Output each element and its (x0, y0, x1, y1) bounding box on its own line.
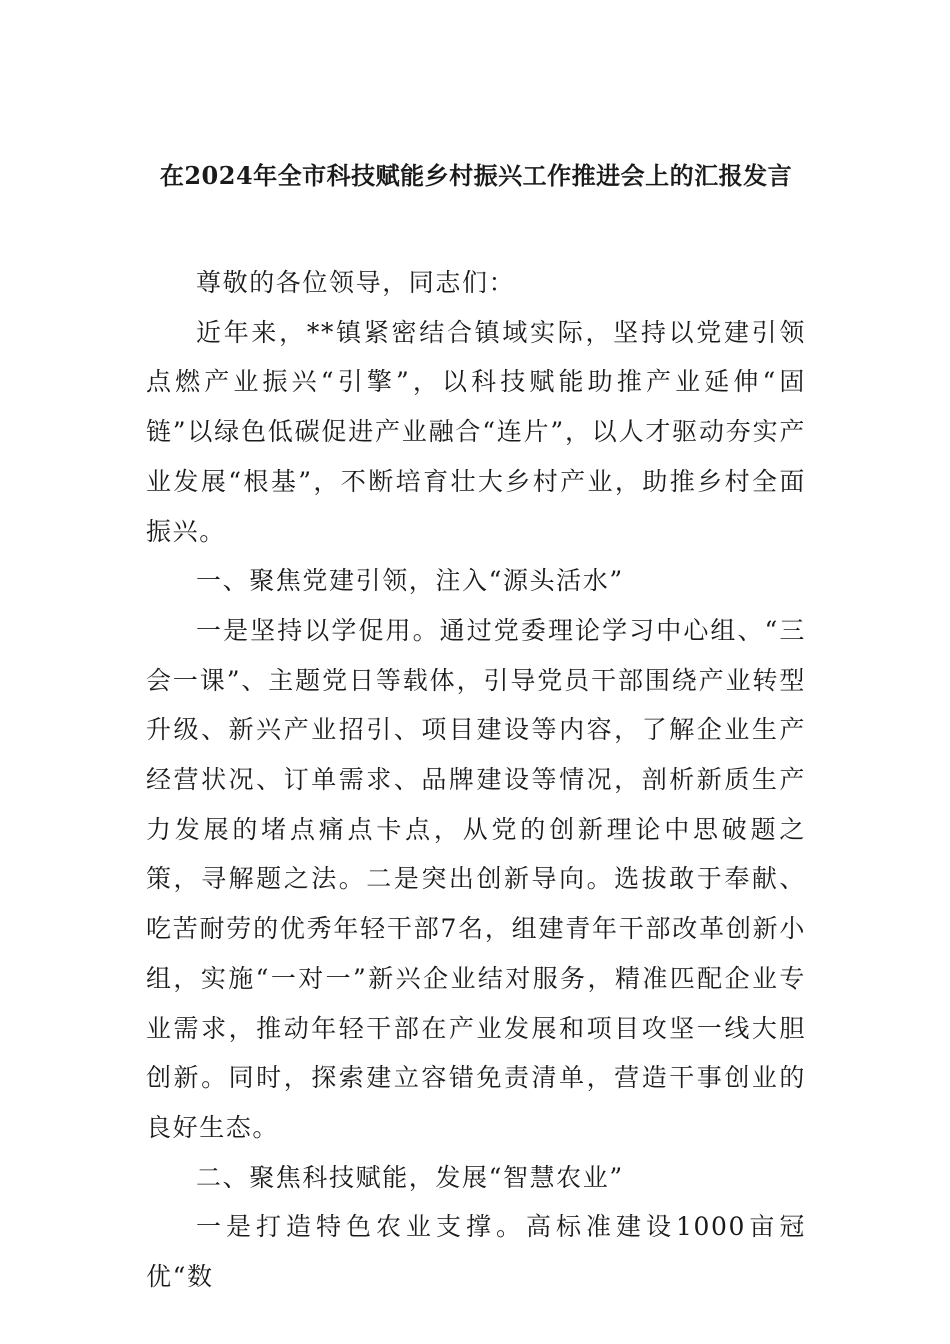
section-heading-2: 二、聚焦科技赋能，发展“智慧农业” (196, 1162, 624, 1192)
section-1-paragraph: 一是坚持以学促用。通过党委理论学习中心组、“三会一课”、主题党日等载体，引导党员干部围绕产业转型升级、新兴产业招引、项目建设等内容，了解企业生产经营状况、订单需求、品牌建设等情况，剖析新质生产力发展的堵点痛点卡点，从党的创新理论中思破题之策，寻解题之法。二是突出创新导向。选拔敢于奉献、吃苦耐劳的优秀年轻干部7名，组建青年干部改革创新小组，实施“一对一”新兴企业结对服务，精准匹配企业专业需求，推动年轻干部在产业发展和项目攻坚一线大胆创新。同时，探索建立容错免责清单，营造干事创业的良好生态。 (146, 615, 806, 1142)
intro-paragraph: 近年来，**镇紧密结合镇域实际，坚持以党建引领点燃产业振兴“引擎”，以科技赋能助推产业延伸“固链”以绿色低碳促进产业融合“连片”，以人才驱动夯实产业发展“根基”，不断培育壮大乡村产业，助推乡村全面振兴。 (146, 317, 806, 546)
section-2-paragraph: 一是打造特色农业支撑。高标准建设1000亩冠优“数 (146, 1212, 806, 1292)
document-title: 在2024年全市科技赋能乡村振兴工作推进会上的汇报发言 (159, 161, 793, 190)
document-body (146, 258, 806, 1302)
salutation-paragraph: 尊敬的各位领导，同志们： (196, 268, 516, 297)
section-heading-1: 一、聚焦党建引领，注入“源头活水” (196, 566, 624, 596)
